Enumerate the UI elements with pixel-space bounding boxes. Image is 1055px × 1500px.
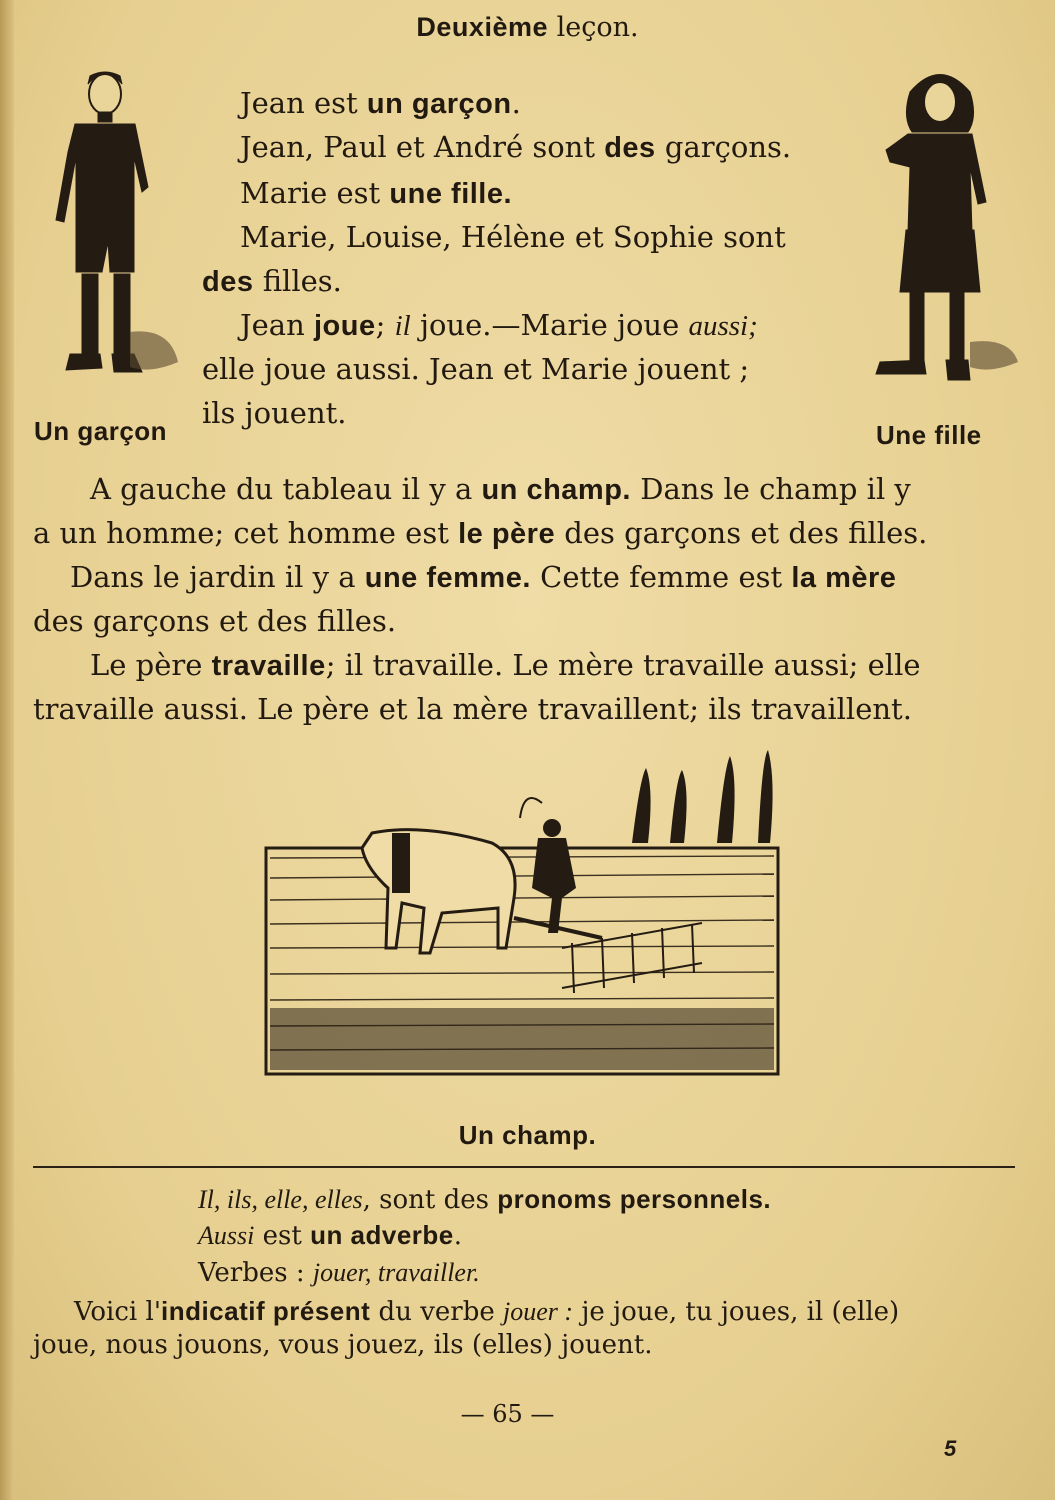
grammar-line-3: Verbes : jouer, travailler.	[198, 1258, 480, 1288]
book-spine-edge	[0, 0, 14, 1500]
grammar-line-4: Voici l'indicatif présent du verbe jouer : je joue, tu joues, il (elle)	[74, 1296, 900, 1327]
boy-illustration	[30, 62, 180, 392]
signature-mark: 5	[944, 1436, 957, 1461]
text-line-8: ils jouent.	[202, 396, 347, 430]
text-line-6: Jean joue; il joue.—Marie joue aussi;	[240, 308, 758, 342]
paragraph-3-line-2: travaille aussi. Le père et la mère travaillent; ils travaillent.	[33, 692, 912, 726]
paragraph-1-line-1: A gauche du tableau il y a un champ. Dans le champ il y	[90, 472, 911, 506]
boy-caption: Un garçon	[34, 416, 168, 446]
section-divider	[33, 1166, 1015, 1168]
paragraph-3-line-1: Le père travaille; il travaille. Le mère travaille aussi; elle	[90, 648, 921, 682]
text-line-3: Marie est une fille.	[240, 176, 513, 210]
lesson-title: Deuxième leçon.	[416, 12, 639, 43]
paragraph-1-line-2: a un homme; cet homme est le père des garçons et des filles.	[33, 516, 928, 550]
text-line-4: Marie, Louise, Hélène et Sophie sont	[240, 220, 786, 254]
paragraph-2-line-2: des garçons et des filles.	[33, 604, 397, 638]
girl-illustration	[860, 62, 1020, 392]
page-number: — 65 —	[460, 1400, 555, 1428]
paragraph-2-line-1: Dans le jardin il y a une femme. Cette femme est la mère	[70, 560, 897, 594]
grammar-line-1: Il, ils, elle, elles, sont des pronoms personnels.	[198, 1184, 772, 1215]
text-line-1: Jean est un garçon.	[240, 86, 521, 120]
field-caption: Un champ.	[458, 1120, 597, 1150]
grammar-line-2: Aussi est un adverbe.	[198, 1220, 463, 1251]
text-line-2: Jean, Paul et André sont des garçons.	[240, 130, 792, 164]
text-line-5: des filles.	[202, 264, 342, 298]
grammar-line-5: joue, nous jouons, vous jouez, ils (elles) jouent.	[33, 1330, 653, 1360]
field-illustration	[262, 748, 782, 1078]
text-line-7: elle joue aussi. Jean et Marie jouent ;	[202, 352, 750, 386]
girl-caption: Une fille	[876, 420, 982, 450]
